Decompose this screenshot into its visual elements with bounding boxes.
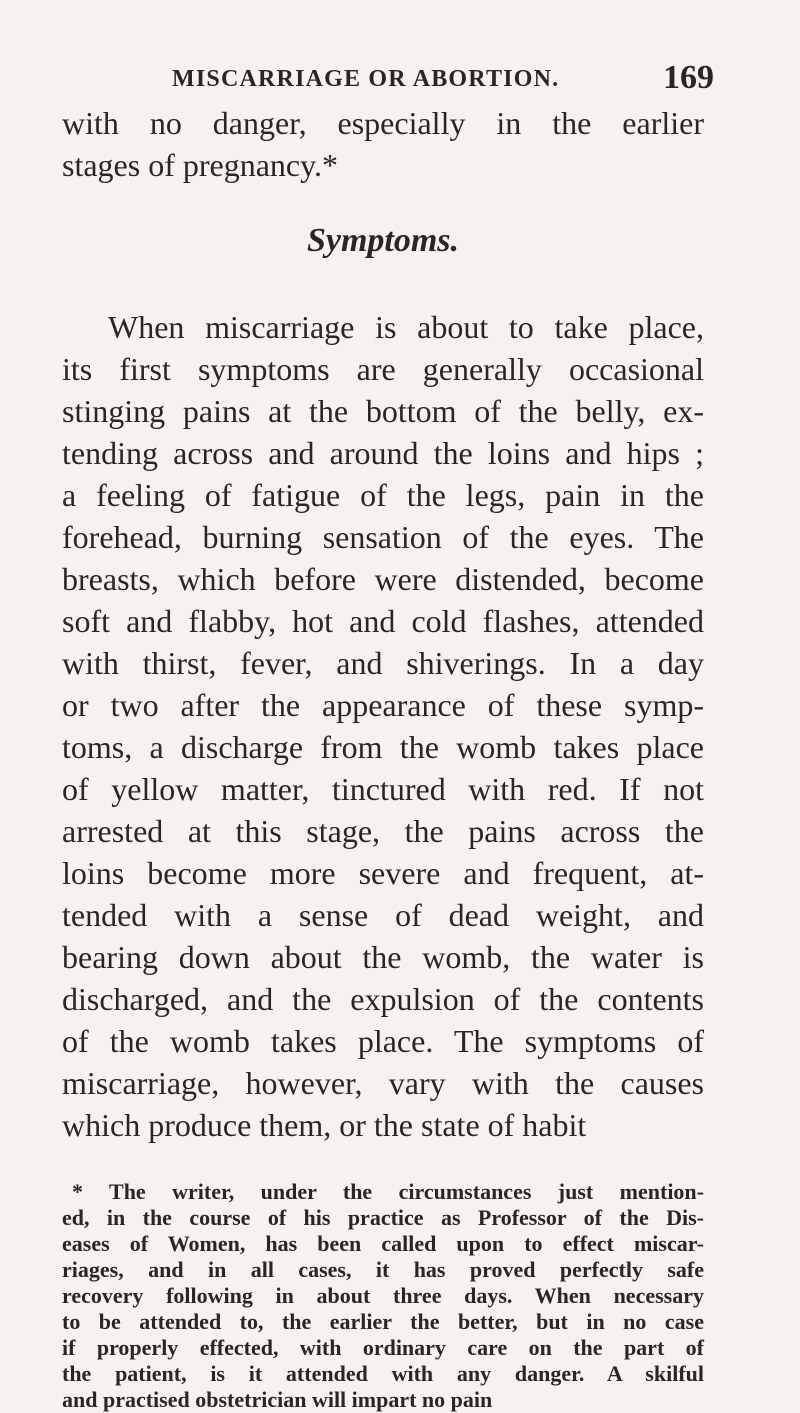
footnote-line: the patient, is it attended with any danger. A skilful [62,1361,704,1387]
text-line: miscarriage, however, vary with the causes [62,1065,704,1102]
text-line: tending across and around the loins and hips ; [62,435,704,472]
footnote-line: if properly effected, with ordinary care on the part of [62,1335,704,1361]
text-line: with no danger, especially in the earlier [62,105,704,141]
page-number: 169 [663,59,714,96]
footnote-line: and practised obstetrician will impart no pain [62,1387,493,1413]
text-line: forehead, burning sensation of the eyes. The [62,519,704,556]
footnote-line: ed, in the course of his practice as Professor of the Dis- [62,1205,704,1231]
text-line: breasts, which before were distended, become [62,561,704,598]
footnote-line: recovery following in about three days. When necessary [62,1283,704,1309]
text-line: tended with a sense of dead weight, and [62,897,704,934]
text-line: its first symptoms are generally occasional [62,351,704,388]
text-line: with thirst, fever, and shiverings. In a day [62,645,704,682]
book-page [62,58,714,1413]
text-line: which produce them, or the state of habit [62,1107,587,1144]
footnote-line: * The writer, under the circumstances just mention- [72,1179,704,1205]
footnote-line: riages, and in all cases, it has proved perfectly safe [62,1257,704,1283]
section-heading: Symptoms. [306,222,460,259]
text-line: When miscarriage is about to take place, [108,309,704,346]
running-head [62,58,714,102]
text-line: or two after the appearance of these symp- [62,687,704,724]
text-line: loins become more severe and frequent, at- [62,855,704,892]
text-line: soft and flabby, hot and cold flashes, attended [62,603,704,640]
text-line: arrested at this stage, the pains across the [62,813,704,850]
text-line: a feeling of fatigue of the legs, pain in the [62,477,704,514]
footnote-line: to be attended to, the earlier the better, but in no case [62,1309,704,1335]
text-line: stinging pains at the bottom of the belly, ex- [62,393,704,430]
footnote [62,1179,704,1413]
text-line: of the womb takes place. The symptoms of [62,1023,704,1060]
footnote-line: eases of Women, has been called upon to effect miscar- [62,1231,704,1257]
text-line: stages of pregnancy.* [62,147,339,183]
running-title: MISCARRIAGE OR ABORTION. [172,66,560,92]
text-line: of yellow matter, tinctured with red. If not [62,771,704,808]
symptoms-paragraph [62,306,704,1146]
text-line: discharged, and the expulsion of the contents [62,981,704,1018]
opening-paragraph [62,102,704,186]
text-line: bearing down about the womb, the water is [62,939,704,976]
text-line: toms, a discharge from the womb takes place [62,729,704,766]
